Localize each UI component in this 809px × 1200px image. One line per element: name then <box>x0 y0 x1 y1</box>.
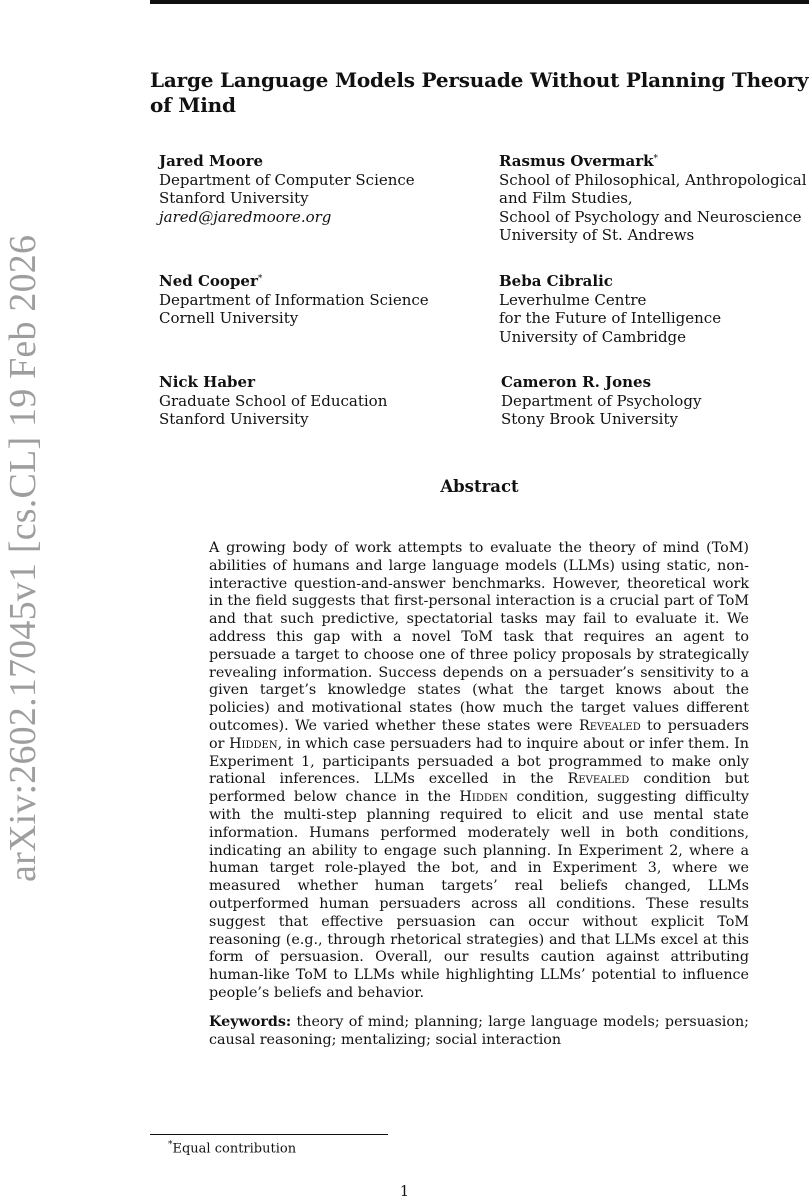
author-block <box>501 373 701 429</box>
author-affiliation: Department of Psychology <box>501 391 702 410</box>
footnote-mark: * <box>168 1140 173 1150</box>
author-affiliation: Leverhulme Centre <box>499 290 647 309</box>
author-affiliation: and Film Studies, <box>499 189 633 207</box>
arxiv-identifier: arXiv:2602.17045v1 [cs.CL] 19 Feb 2026 <box>2 234 44 882</box>
author-name: Rasmus Overmark* <box>499 152 659 170</box>
author-affiliation: University of Cambridge <box>499 327 687 346</box>
revealed-term: Revealed <box>567 771 630 788</box>
revealed-term: Revealed <box>578 717 641 734</box>
author-block <box>499 152 807 245</box>
keywords <box>209 1014 749 1050</box>
author-block <box>159 152 415 226</box>
author-affiliation: Stanford University <box>159 410 309 428</box>
abstract-text: A growing body of work attempts to evaluate the theory of mind (ToM) abilities of humans and large language models (LLMs) using static, non-interactive question-and-answer benchmarks. However, theoretical work in the field suggests that first-personal interaction is a crucial part of ToM and that such predictive, spectatorial tasks may fail to evaluate it. We address this gap with a novel ToM task that requires an agent to persuade a target to choose one of three policy proposals by strategically revealing information. Success depends on a persuader’s sensitivity to a given target’s knowledge states (what the target knows about the policies) and motivational states (how much the target values different outcomes). We varied whether these states were Revealed to persuaders or Hidden, in which case persuaders had to inquire about or infer them. In Experiment 1, participants persuaded a bot programmed to make only rational inferences. LLMs excelled in the Revealed condition but performed below chance in the Hidden condition, suggesting difficulty with the multi-step planning required to elicit and use mental state information. Humans performed moderately well in both conditions, indicating an ability to engage such planning. In Experiment 2, where a human target role-played the bot, and in Experiment 3, where we measured whether human targets’ real beliefs changed, LLMs outperformed human persuaders across all conditions. These results suggest that effective persuasion can occur without explicit ToM reasoning (e.g., through rhetorical strategies) and that LLMs excel at this form of persuasion. Overall, our results caution against attributing human-like ToM to LLMs while highlighting LLMs’ potential to influence people’s beliefs and behavior. <box>209 540 750 1001</box>
author-name: Jared Moore <box>159 152 264 170</box>
equal-contribution-mark: * <box>257 274 263 284</box>
author-name: Cameron R. Jones <box>501 373 652 391</box>
top-rule <box>150 0 809 4</box>
author-affiliation: Department of Computer Science <box>159 170 415 189</box>
footnote <box>168 1137 296 1157</box>
footnote-rule <box>150 1134 388 1135</box>
author-email: jared@jaredmoore.org <box>159 207 332 226</box>
hidden-term: Hidden <box>459 789 508 806</box>
author-affiliation: Graduate School of Education <box>159 391 388 410</box>
equal-contribution-mark: * <box>653 154 659 164</box>
page-number: 1 <box>399 1184 410 1200</box>
author-name: Beba Cibralic <box>499 272 613 290</box>
author-block <box>499 272 721 346</box>
author-block <box>159 272 429 328</box>
keywords-label: Keywords: <box>209 1014 292 1030</box>
author-name: Ned Cooper* <box>159 272 263 290</box>
author-affiliation: Stony Brook University <box>501 410 678 428</box>
author-affiliation: University of St. Andrews <box>499 226 695 244</box>
hidden-term: Hidden <box>229 735 278 752</box>
author-affiliation: Department of Information Science <box>159 290 429 309</box>
footnote-text: Equal contribution <box>172 1141 297 1157</box>
abstract-heading: Abstract <box>440 477 519 496</box>
paper-title: Large Language Models Persuade Without Planning Theory of Mind <box>150 68 809 117</box>
author-affiliation: Stanford University <box>159 189 309 207</box>
keywords-text: theory of mind; planning; large language models; persuasion; causal reasoning; mentalizing; social interaction <box>209 1014 749 1048</box>
author-affiliation: School of Philosophical, Anthropological <box>499 170 807 189</box>
author-block <box>159 373 387 429</box>
author-affiliation: Cornell University <box>159 309 299 327</box>
author-name: Nick Haber <box>159 373 255 391</box>
author-affiliation: School of Psychology and Neuroscience <box>499 207 802 226</box>
author-affiliation: for the Future of Intelligence <box>499 309 722 327</box>
